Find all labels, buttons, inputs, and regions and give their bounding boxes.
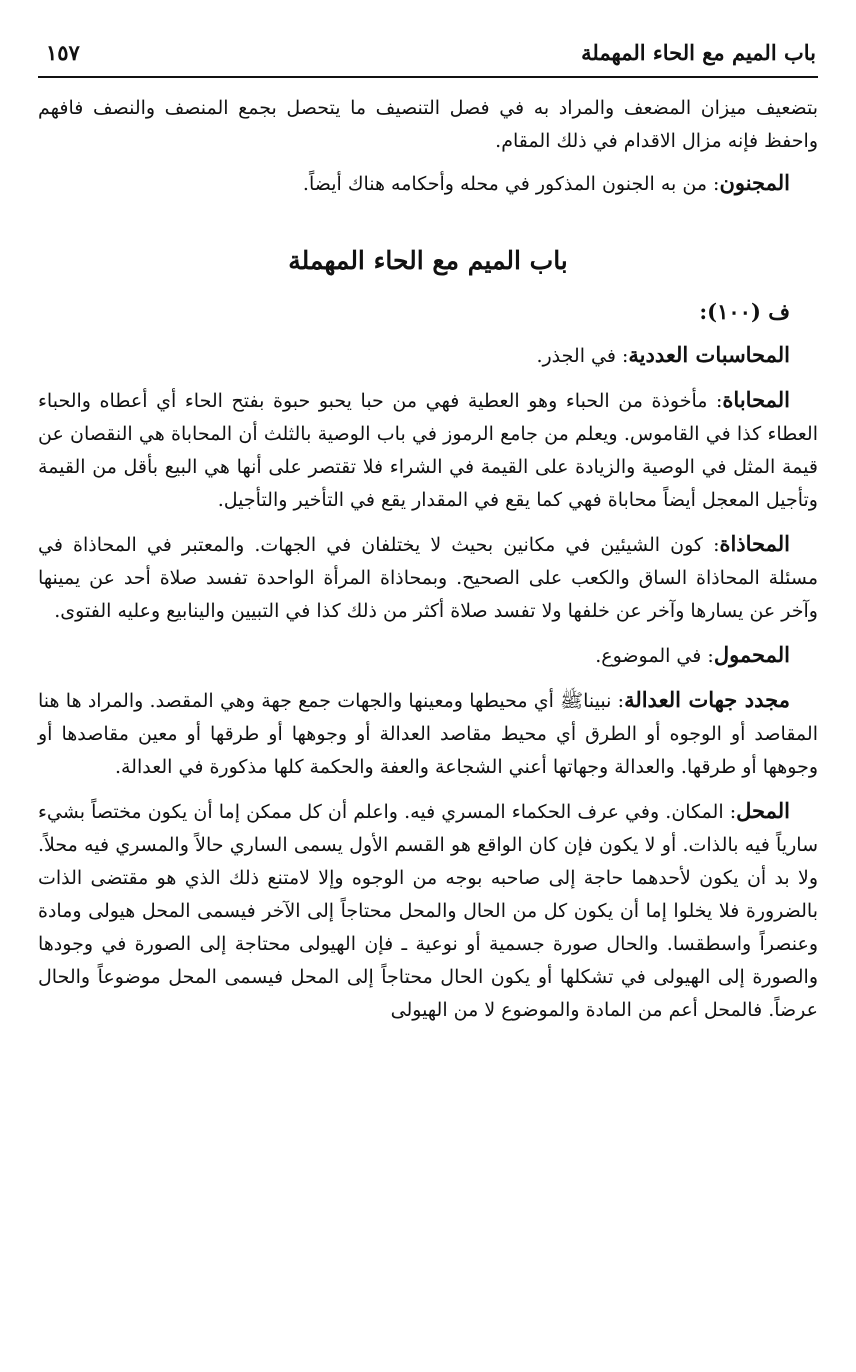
section-label: ف (١٠٠):: [699, 299, 790, 324]
entry-mujaddid: مجدد جهات العدالة: نبيناﷺ أي محيطها ومعينها والجهات جمع جهة وهي المقصد. والمراد ها هنا المقاصد أو الوجوه أو الطرق أي محيط مقاصد العدالة أو وجوهها أو طرقها أو معين مقاصدها أو وجوهها أو طرقها. والعدالة وجهاتها أعني الشجاعة والعفة والحكمة كلها مذكورة في العدالة.: [38, 687, 818, 778]
entry-term: المحمول: [713, 642, 790, 667]
entry-text: كون الشيئين في مكانين بحيث لا يختلفان في الجهات. والمعتبر في المحاذاة في مسئلة المحاذاة الساق والكعب على الصحيح. وبمحاذاة المرأة الواحدة تفسد صلاة أحد عن يمينها وآخر عن يسارها وآخر عن خلفها ولا تفسد صلاة أكثر من ذلك كذا في التبيين والينابيع وعليه الفتوى.: [38, 534, 818, 622]
entry-term: المجنون: [719, 170, 790, 195]
entry-text: من به الجنون المذكور في محله وأحكامه هناك أيضاً.: [302, 173, 707, 195]
entry-term: المحاسبات العددية: [628, 342, 790, 367]
entry-term: مجدد جهات العدالة: [624, 687, 790, 712]
entry-term: المحاباة: [722, 387, 790, 412]
entry-term: المحاذاة: [719, 531, 790, 556]
entry-text: نبيناﷺ أي محيطها ومعينها والجهات جمع جهة وهي المقصد. والمراد ها هنا المقاصد أو الوجوه أو الطرق أي محيط مقاصد العدالة أو وجوهها أو طرقها أو معين مقاصدها أو وجوهها أو طرقها. والعدالة وجهاتها أعني الشجاعة والعفة والحكمة كلها مذكورة في العدالة.: [38, 690, 818, 778]
page-number: ١٥٧: [46, 40, 80, 65]
entry-text: في الجذر.: [536, 345, 616, 367]
page-body: [38, 78, 818, 1027]
entry-mahal: المحل: المكان. وفي عرف الحكماء المسري فيه. واعلم أن كل ممكن إما أن يكون مختصاً بشيء سارياً فيه بالذات. أو لا يكون فإن كان الواقع هو القسم الأول يسمى الساري حالاً والمسري فيه محلاً. ولا بد أن يكون لأحدهما حاجة إلى صاحبه بوجه من الوجوه وإلا لامتنع ذلك الذي هو مقتضى الذات بالضرورة فلا يخلوا إما أن يكون كل من الحال والمحل محتاجاً إلى الآخر فيسمى المحل هيولى ومادة وعنصراً واسطقسا. والحال صورة جسمية أو نوعية ـ فإن الهيولى محتاجة إلى الصورة في وجودها والصورة إلى الهيولى في تشكلها أو يكون الحال محتاجاً إلى المحل فيسمى المحل موضوعاً والحال عرضاً. فالمحل أعم من المادة والموضوع لا من الهيولى: [38, 798, 819, 1021]
entry-muhabat: المحاباة: مأخوذة من الحباء وهو العطية فهي من حبا يحبو حبوة بفتح الحاء أي أعطاه والحباء العطاء كذا في القاموس. ويعلم من جامع الرموز في باب الوصية بالثلث أن المحاباة هي النقصان عن قيمة المثل في الوصية والزيادة على القيمة في الشراء فلا تقتصر على أنها هي البيع بأقل من القيمة وتأجيل المعجل أيضاً محاباة فهي كما يقع في المقدار يقع في التأخير والتأجيل.: [38, 387, 818, 511]
entry-text: في الموضوع.: [595, 645, 702, 667]
chapter-title: باب الميم مع الحاء المهملة: [288, 246, 568, 275]
continued-paragraph: بتضعيف ميزان المضعف والمراد به في فصل التنصيف ما يتحصل بجمع المنصف والنصف فافهم واحفظ فإنه مزال الاقدام في ذلك المقام.: [38, 97, 818, 152]
book-page: [38, 30, 818, 1360]
entry-majnun: المجنون: من به الجنون المذكور في محله وأحكامه هناك أيضاً.: [302, 170, 790, 195]
entry-text: مأخوذة من الحباء وهو العطية فهي من حبا يحبو حبوة بفتح الحاء أي أعطاه والحباء العطاء كذا في القاموس. ويعلم من جامع الرموز في باب الوصية بالثلث أن المحاباة هي النقصان عن قيمة المثل في الوصية والزيادة على القيمة في الشراء فلا تقتصر على أنها هي البيع بأقل من القيمة وتأجيل المعجل أيضاً محاباة فهي كما يقع في المقدار يقع في التأخير والتأجيل.: [38, 390, 818, 511]
entry-mahmul: المحمول: في الموضوع.: [595, 642, 790, 667]
running-title: باب الميم مع الحاء المهملة: [581, 40, 816, 65]
entry-term: المحل: [736, 798, 790, 823]
entry-muhadhat: المحاذاة: كون الشيئين في مكانين بحيث لا يختلفان في الجهات. والمعتبر في المحاذاة في مسئلة المحاذاة الساق والكعب على الصحيح. وبمحاذاة المرأة الواحدة تفسد صلاة أحد عن يمينها وآخر عن يسارها وآخر عن خلفها ولا تفسد صلاة أكثر من ذلك كذا في التبيين والينابيع وعليه الفتوى.: [38, 531, 818, 622]
entry-muhasabat: المحاسبات العددية: في الجذر.: [536, 342, 790, 367]
entry-text: المكان. وفي عرف الحكماء المسري فيه. واعلم أن كل ممكن إما أن يكون مختصاً بشيء سارياً فيه بالذات. أو لا يكون فإن كان الواقع هو القسم الأول يسمى الساري حالاً والمسري فيه محلاً. ولا بد أن يكون لأحدهما حاجة إلى صاحبه بوجه من الوجوه وإلا لامتنع ذلك الذي هو مقتضى الذات بالضرورة فلا يخلوا إما أن يكون كل من الحال والمحل محتاجاً إلى الآخر فيسمى المحل هيولى ومادة وعنصراً واسطقسا. والحال صورة جسمية أو نوعية ـ فإن الهيولى محتاجة إلى الصورة في وجودها والصورة إلى الهيولى في تشكلها أو يكون الحال محتاجاً إلى المحل فيسمى المحل موضوعاً والحال عرضاً. فالمحل أعم من المادة والموضوع لا من الهيولى: [38, 801, 819, 1021]
running-header: [38, 30, 818, 78]
